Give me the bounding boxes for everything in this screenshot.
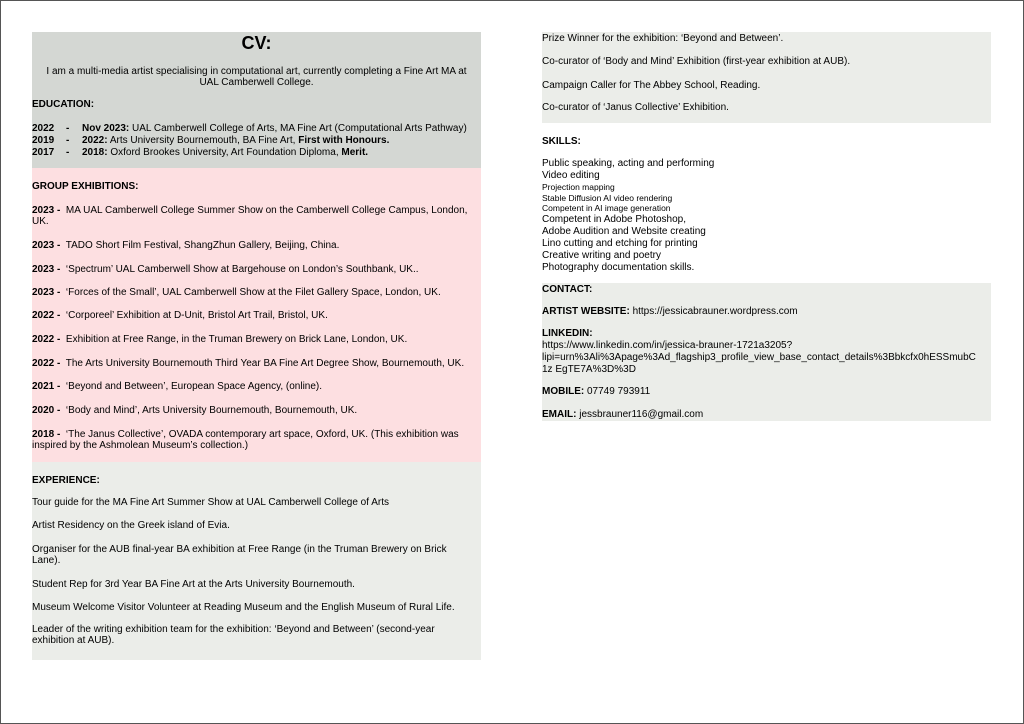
experience-item: Organiser for the AUB final-year BA exhibition at Free Range (in the Truman Brewery on Brick Lane). (32, 544, 447, 566)
education-dash: - (66, 123, 70, 134)
website-label: ARTIST WEBSITE: (542, 306, 630, 317)
exhibition-item: 2022 - The Arts University Bournemouth Third Year BA Fine Art Degree Show, Bournemouth, UK. (32, 358, 465, 369)
education-dash: - (66, 135, 70, 146)
linkedin-label: LINKEDIN: (542, 328, 593, 339)
experience-item: Campaign Caller for The Abbey School, Reading. (542, 80, 761, 91)
linkedin-url-line[interactable]: 1z EgTE7A%3D%3D (542, 364, 636, 375)
exhibition-item: 2018 - ‘The Janus Collective’, OVADA contemporary art space, Oxford, UK. (This exhibition was inspired by the Ashmolean Museum’s collection.) (32, 429, 459, 451)
exhibition-item: 2020 - ‘Body and Mind’, Arts University Bournemouth, Bournemouth, UK. (32, 405, 358, 416)
experience-item: Co-curator of ‘Janus Collective’ Exhibition. (542, 102, 729, 113)
email-line (542, 409, 703, 420)
website-line (542, 306, 798, 317)
skill-item: Creative writing and poetry (542, 250, 661, 261)
skills-heading: SKILLS: (542, 136, 581, 147)
experience-item: Tour guide for the MA Fine Art Summer Show at UAL Camberwell College of Arts (32, 497, 390, 508)
education-year: 2017 (32, 147, 55, 158)
experience-item: Leader of the writing exhibition team for the exhibition: ‘Beyond and Between’ (second-year exhibition at AUB). (32, 624, 435, 646)
exhibition-item: 2021 - ‘Beyond and Between’, European Space Agency, (online). (32, 381, 323, 392)
exhibition-item: 2023 - ‘Spectrum’ UAL Camberwell Show at Bargehouse on London’s Southbank, UK.. (32, 264, 419, 275)
email-link[interactable]: jessbrauner116@gmail.com (579, 409, 704, 420)
mobile-number: 07749 793911 (587, 386, 651, 397)
skill-item: Lino cutting and etching for printing (542, 238, 698, 249)
contact-heading: CONTACT: (542, 284, 593, 295)
website-link[interactable]: https://jessicabrauner.wordpress.com (632, 306, 798, 317)
experience-heading: EXPERIENCE: (32, 475, 100, 486)
skill-item: Adobe Audition and Website creating (542, 226, 706, 237)
education-detail: Nov 2023: UAL Camberwell College of Arts, MA Fine Art (Computational Arts Pathway) (82, 123, 467, 134)
cv-title: CV: (241, 33, 272, 53)
skill-item: Projection mapping (542, 182, 615, 192)
skill-item: Competent in AI image generation (542, 203, 671, 213)
education-dash: - (66, 147, 70, 158)
education-year: 2019 (32, 135, 55, 146)
skill-item: Stable Diffusion AI video rendering (542, 193, 673, 203)
skill-item: Photography documentation skills. (542, 262, 695, 273)
exhibition-item: 2022 - ‘Corporeel’ Exhibition at D-Unit, Bristol Art Trail, Bristol, UK. (32, 310, 328, 321)
experience-item: Museum Welcome Visitor Volunteer at Reading Museum and the English Museum of Rural Life. (32, 602, 455, 613)
education-detail: 2018: Oxford Brookes University, Art Foundation Diploma, Merit. (82, 147, 369, 158)
experience-item: Student Rep for 3rd Year BA Fine Art at the Arts University Bournemouth. (32, 579, 355, 590)
education-detail: 2022: Arts University Bournemouth, BA Fine Art, First with Honours. (82, 135, 390, 146)
experience-item: Artist Residency on the Greek island of Evia. (32, 520, 230, 531)
email-label: EMAIL: (542, 409, 577, 420)
exhibition-item: 2023 - MA UAL Camberwell College Summer Show on the Camberwell College Campus, London, UK. (32, 205, 468, 227)
experience-item: Prize Winner for the exhibition: ‘Beyond and Between’. (542, 33, 784, 44)
intro-text: I am a multi-media artist specialising in computational art, currently completing a Fine Art MA at UAL Camberwell College. (46, 66, 467, 88)
linkedin-url-line[interactable]: lipi=urn%3Ali%3Apage%3Ad_flagship3_profile_view_base_contact_details%3Bbkcfx0hESSmubC (542, 352, 976, 363)
linkedin-url-line[interactable]: https://www.linkedin.com/in/jessica-brauner-1721a3205? (542, 340, 793, 351)
skill-item: Video editing (542, 170, 600, 181)
mobile-line (542, 386, 650, 397)
education-year: 2022 (32, 123, 55, 134)
skill-item: Competent in Adobe Photoshop, (542, 214, 686, 225)
exhibition-item: 2023 - ‘Forces of the Small’, UAL Camberwell Show at the Filet Gallery Space, London, UK. (32, 287, 441, 298)
mobile-label: MOBILE: (542, 386, 585, 397)
exhibition-item: 2023 - TADO Short Film Festival, ShangZhun Gallery, Beijing, China. (32, 240, 340, 251)
experience-item: Co-curator of ‘Body and Mind’ Exhibition (first-year exhibition at AUB). (542, 56, 851, 67)
exhibition-item: 2022 - Exhibition at Free Range, in the Truman Brewery on Brick Lane, London, UK. (32, 334, 408, 345)
education-heading: EDUCATION: (32, 99, 95, 110)
exhibitions-heading: GROUP EXHIBITIONS: (32, 181, 139, 192)
skill-item: Public speaking, acting and performing (542, 158, 715, 169)
